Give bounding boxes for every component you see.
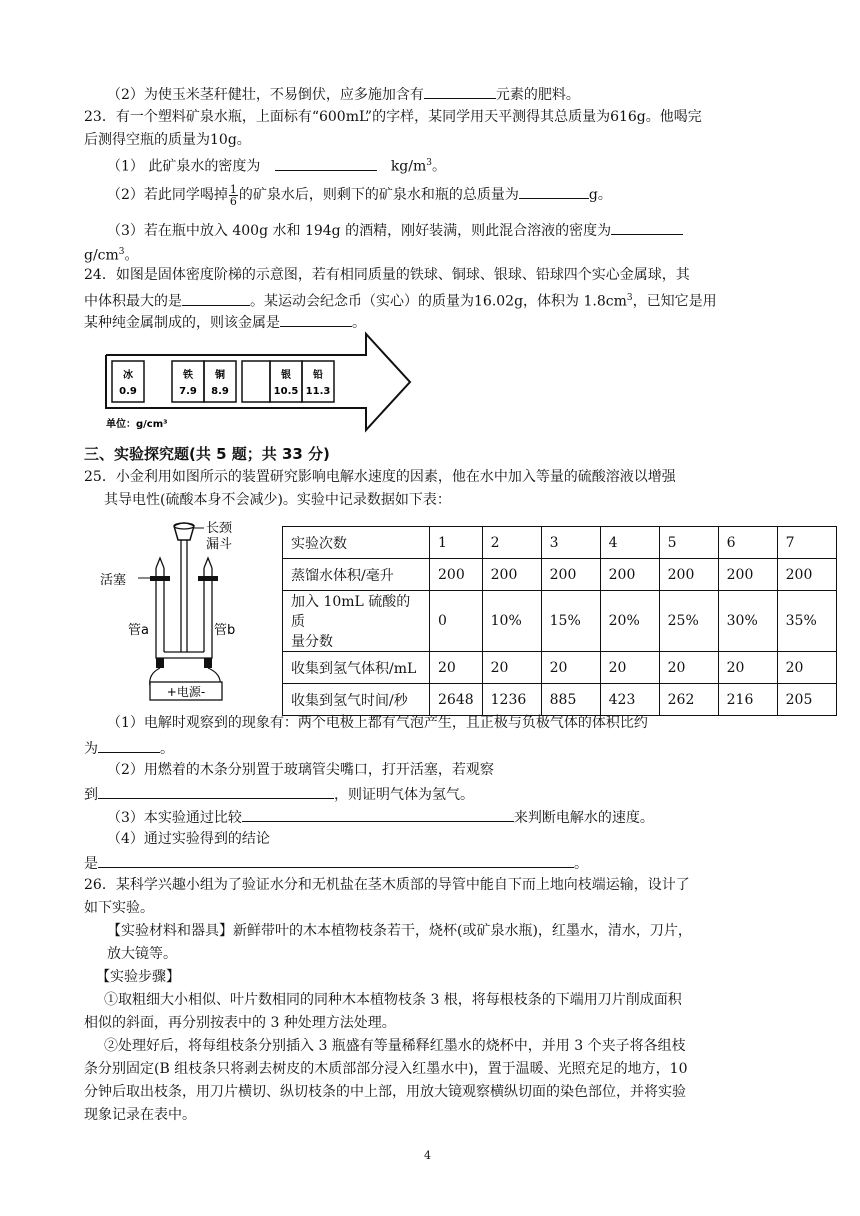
answer-blank[interactable] — [519, 183, 589, 199]
tube-b-nozzle — [204, 558, 212, 568]
q24-line2: 中体积最大的是 。某运动会纪念币（实心）的质量为16.02g，体积为 $1.8cm^3$，已知它是用 — [84, 288, 717, 312]
q25-part4-line1: （4）通过实验得到的结论 — [107, 831, 270, 847]
table-cell: 20 — [600, 652, 659, 684]
stopcock-b — [198, 576, 218, 581]
ladder-value: 7.9 — [179, 386, 197, 397]
q23-line1: 23．有一个塑料矿泉水瓶，上面标有“600mL”的字样，某同学用天平测得其总质量为616g。他喝完 — [84, 109, 702, 125]
table-cell: 216 — [718, 684, 777, 716]
funnel-shape — [174, 523, 194, 540]
answer-blank[interactable] — [275, 155, 377, 171]
table-cell: 20 — [777, 652, 836, 684]
table-cell: 200 — [777, 559, 836, 591]
ladder-label: 银 — [281, 370, 291, 381]
ladder-arrow-outline — [106, 334, 410, 430]
funnel-label: 漏斗 — [206, 537, 233, 552]
ladder-value: 11.3 — [305, 386, 331, 397]
q25-line1: 25．小金利用如图所示的装置研究影响电解水速度的因素，他在水中加入等量的硫酸溶液以增强 — [84, 469, 676, 485]
q22-part2: （2）为使玉米茎秆健壮，不易倒伏，应多施加含有 元素的肥料。 — [107, 83, 580, 105]
q26-materials-cont: 放大镜等。 — [107, 946, 177, 962]
q25-part2-line2: 到 ，则证明气体为氢气。 — [84, 783, 474, 805]
q23-part2: （2）若此同学喝掉 $\frac{1}{6}$ 的矿泉水后，则剩下的矿泉水和瓶的总质量为 g。 — [107, 182, 612, 208]
row-header: 加入 10mL 硫酸的质 量分数 — [283, 591, 430, 652]
u-tube-bottom — [156, 652, 212, 658]
table-cell: 30% — [718, 591, 777, 652]
answer-blank[interactable] — [280, 311, 352, 327]
q25-part1-line1: （1）电解时观察到的现象有：两个电极上都有气泡产生，且正极与负极气体的体积比约 — [107, 715, 648, 731]
q24-line3: 某种纯金属制成的，则该金属是 。 — [84, 311, 366, 333]
table-cell: 200 — [659, 559, 718, 591]
ladder-value: 10.5 — [273, 386, 299, 397]
ladder-label: 铅 — [313, 370, 323, 381]
table-cell: 0 — [430, 591, 483, 652]
table-cell: 20 — [718, 652, 777, 684]
row-header: 收集到氢气时间/秒 — [283, 684, 430, 716]
tube-a-label: 管a — [128, 623, 149, 638]
stopcock-a — [150, 576, 170, 581]
ladder-unit: 单位：g/cm³ — [106, 419, 168, 430]
table-cell: 20 — [482, 652, 541, 684]
q26-steps-title: 【实验步骤】 — [96, 969, 180, 985]
table-cell: 1236 — [482, 684, 541, 716]
q26-line1: 26．某科学兴趣小组为了验证水分和无机盐在茎木质部的导管中能自下而上地向枝端运输，设计了 — [84, 877, 690, 893]
table-cell: 25% — [659, 591, 718, 652]
electrolysis-data-table — [282, 526, 837, 716]
table-cell: 20 — [659, 652, 718, 684]
table-cell: 7 — [777, 527, 836, 559]
table-cell: 885 — [541, 684, 600, 716]
q25-part4-line2: 是 。 — [84, 852, 588, 874]
answer-blank[interactable] — [182, 290, 250, 306]
ladder-value: 8.9 — [211, 386, 229, 397]
ladder-label: 铜 — [215, 370, 225, 381]
q23-part1: （1） 此矿泉水的密度为 $kg/m^3$。 — [107, 153, 446, 177]
q25-line2: 其导电性(硫酸本身不会减少)。实验中记录数据如下表： — [104, 492, 451, 508]
page-number: 4 — [424, 1149, 431, 1162]
stopcock-label: 活塞 — [100, 573, 127, 588]
q23-line2: 后测得空瓶的质量为10g。 — [84, 132, 251, 148]
q26-step2-cont: 分钟后取出枝条，用刀片横切、纵切枝条的中上部，用放大镜观察横纵切面的染色部位，并将实验 — [84, 1084, 686, 1100]
answer-blank[interactable] — [98, 783, 334, 799]
table-cell: 15% — [541, 591, 600, 652]
table-cell: 20 — [541, 652, 600, 684]
table-cell: 2648 — [430, 684, 483, 716]
table-row — [283, 652, 837, 684]
table-row — [283, 591, 837, 652]
row-header: 蒸馏水体积/毫升 — [283, 559, 430, 591]
q26-step1-cont: 相似的斜面，再分别按表中的 3 种处理方法处理。 — [84, 1015, 396, 1031]
q26-step2-cont: 条分别固定(B 组枝条只将剥去树皮的木质部部分浸入红墨水中)，置于温暖、光照充足的地方，10 — [84, 1061, 688, 1077]
answer-blank[interactable] — [98, 852, 574, 868]
q26-line2: 如下实验。 — [84, 900, 154, 916]
table-row — [283, 684, 837, 716]
table-cell: 5 — [659, 527, 718, 559]
table-cell: 2 — [482, 527, 541, 559]
table-cell: 4 — [600, 527, 659, 559]
table-cell: 205 — [777, 684, 836, 716]
q23-part3-unit: $g/cm^3$。 — [84, 247, 139, 264]
table-cell: 200 — [482, 559, 541, 591]
fraction: $\frac{1}{6}$ — [229, 182, 237, 208]
density-ladder-diagram — [104, 330, 414, 438]
ladder-label: 冰 — [123, 370, 133, 381]
q26-step2: ②处理好后，将每组枝条分别插入 3 瓶盛有等量稀释红墨水的烧杯中，并用 3 个夹子将各组枝 — [104, 1038, 686, 1054]
table-cell: 3 — [541, 527, 600, 559]
answer-blank[interactable] — [611, 219, 683, 235]
electrode-a — [156, 658, 164, 668]
table-cell: 200 — [600, 559, 659, 591]
answer-blank[interactable] — [424, 83, 496, 99]
row-header: 收集到氢气体积/mL — [283, 652, 430, 684]
funnel-label: 长颈 — [206, 521, 233, 536]
table-cell: 200 — [430, 559, 483, 591]
table-row — [283, 559, 837, 591]
electrolysis-apparatus-diagram — [98, 516, 274, 704]
q23-part3: （3）若在瓶中放入 400g 水和 194g 的酒精，刚好装满，则此混合溶液的密度为 — [107, 219, 683, 241]
table-cell: 20 — [430, 652, 483, 684]
q24-line1: 24．如图是固体密度阶梯的示意图，若有相同质量的铁球、铜球、银球、铅球四个实心金属球，其 — [84, 267, 690, 283]
table-cell: 200 — [718, 559, 777, 591]
q25-part2-line1: （2）用燃着的木条分别置于玻璃管尖嘴口，打开活塞，若观察 — [107, 762, 494, 778]
q25-part3: （3）本实验通过比较 来判断电解水的速度。 — [107, 806, 654, 828]
tube-b-label: 管b — [214, 623, 236, 638]
table-cell: 6 — [718, 527, 777, 559]
q26-step1: ①取粗细大小相似、叶片数相同的同种木本植物枝条 3 根，将每根枝条的下端用刀片削成面积 — [104, 992, 682, 1008]
q26-materials: 【实验材料和器具】新鲜带叶的木本植物枝条若干，烧杯(或矿泉水瓶)，红墨水，清水，刀片， — [107, 923, 692, 939]
table-cell: 10% — [482, 591, 541, 652]
section-3-title: 三、实验探究题(共 5 题；共 33 分) — [84, 445, 330, 463]
row-header: 实验次数 — [283, 527, 430, 559]
table-cell: 200 — [541, 559, 600, 591]
table-cell: 262 — [659, 684, 718, 716]
answer-blank[interactable] — [98, 737, 160, 753]
table-cell: 423 — [600, 684, 659, 716]
table-cell: 35% — [777, 591, 836, 652]
ladder-cell-empty — [242, 361, 270, 402]
answer-blank[interactable] — [242, 806, 514, 822]
table-cell: 1 — [430, 527, 483, 559]
ladder-value: 0.9 — [119, 386, 137, 397]
ladder-label: 铁 — [183, 370, 193, 381]
power-label: +电源- — [166, 685, 206, 699]
q25-part1-line2: 为 。 — [84, 737, 174, 759]
table-cell: 20% — [600, 591, 659, 652]
tube-a-nozzle — [156, 558, 164, 568]
electrode-b — [204, 658, 212, 668]
table-row — [283, 527, 837, 559]
q26-step2-cont: 现象记录在表中。 — [84, 1107, 196, 1123]
funnel-rim — [174, 523, 194, 529]
